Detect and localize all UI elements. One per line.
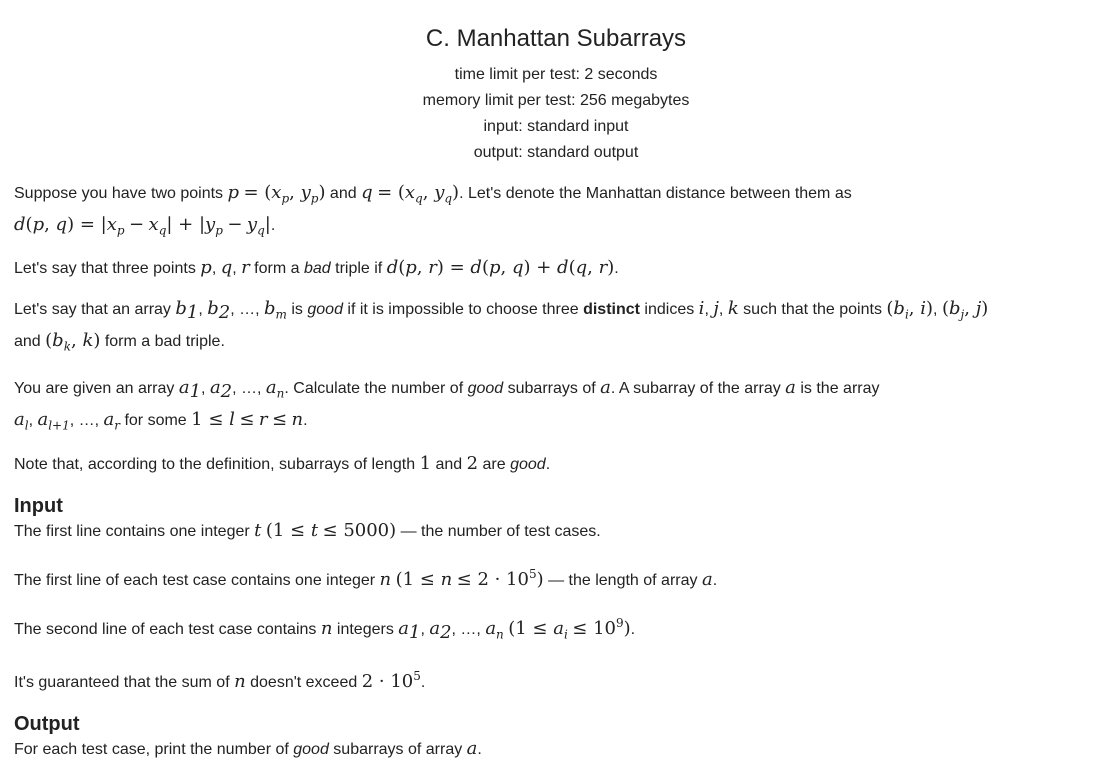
output-spec: output: standard output <box>473 144 639 161</box>
input-spec: input: standard input <box>483 118 629 135</box>
problem-statement <box>0 180 1112 763</box>
statement-paragraph-4: You are given an array $a_1$, $a_2$, …, $a_n$. Calculate the number of good subarrays of a. A subarray of the array a is the array $a_l$, $a_{l+1}$, …, $a_r$ for some 1 ≤ l ≤ r ≤ n. <box>14 377 880 433</box>
problem-header <box>0 0 1112 166</box>
input-line-1: The first line contains one integer t (1 ≤ t ≤ 5000) — the number of test cases. <box>14 519 601 541</box>
input-line-4: It's guaranteed that the sum of n doesn't exceed $2 \cdot 10^5$. <box>14 669 426 693</box>
input-line-3: The second line of each test case contains n integers $a_1$, $a_2$, …, $a_n$ $(1 \le a_i \le 10^9)$. <box>14 615 636 643</box>
output-line-1: For each test case, print the number of good subarrays of array a. <box>14 738 482 760</box>
statement-paragraph-2: Let's say that three points p, q, r form a bad triple if d(p, r) = d(p, q) + d(q, r). <box>14 257 619 279</box>
output-section-title: Output <box>14 713 80 736</box>
problem-title: C. Manhattan Subarrays <box>425 25 687 52</box>
input-line-2: The first line of each test case contains one integer n $(1 \le n \le 2 \cdot 10^5)$ — the length of array a. <box>14 566 718 590</box>
statement-paragraph-5: Note that, according to the definition, subarrays of length 1 and 2 are good. <box>14 452 551 474</box>
memory-limit: memory limit per test: 256 megabytes <box>422 92 690 109</box>
time-limit: time limit per test: 2 seconds <box>454 66 658 83</box>
statement-paragraph-3: Let's say that an array $b_1$, $b_2$, …, $b_m$ is good if it is impossible to choose three distinct indices i, j, k such that the points ($b_i$, i), ($b_j$, j) and ($b_k$, k) form a bad triple. <box>14 298 989 354</box>
input-section-title: Input <box>14 494 63 517</box>
statement-paragraph-1: Suppose you have two points $p = (x_p$, $y_p$) and $q = (x_q$, $y_q$). Let's denote the Manhattan distance between them as d(p, $q) = |x_p - x_q| + |y_p - y_q|$. <box>14 182 852 238</box>
